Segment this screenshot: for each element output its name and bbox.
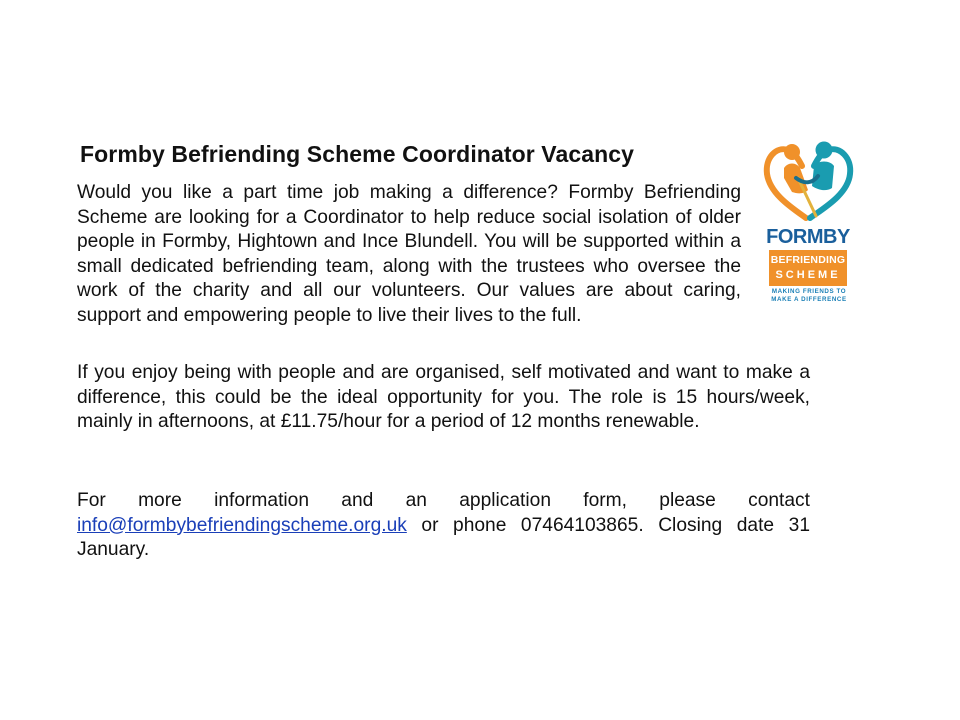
logo-befriending-text: BEFRIENDING [770, 254, 846, 266]
role-paragraph: If you enjoy being with people and are organised, self motivated and want to make a difference, this could be the ideal opportunity for you. The role is 15 hours/week, mainly in afternoons, at £11.75/hour for a period of 12 months renewable. [77, 362, 810, 432]
logo-scheme-text: SCHEME [775, 269, 841, 281]
email-link[interactable]: info@formbybefriendingscheme.org.uk [77, 514, 407, 536]
logo-formby-text: FORMBY [766, 226, 850, 248]
logo-scheme-box [769, 250, 847, 286]
contact-text-after: or phone 07464103865. Closing date 31 January. [77, 514, 810, 560]
intro-paragraph: Would you like a part time job making a difference? Formby Befriending Scheme are looking for a Coordinator to help reduce social isolation of older people in Formby, Hightown and Ince Blundell. You will be supported within a small dedicated befriending team, along with the trustees who oversee the work of the charity and all our volunteers. Our values are about caring, support and empowering people to live their lives to the full. [77, 182, 741, 326]
formby-befriending-logo [762, 138, 854, 308]
page-title: Formby Befriending Scheme Coordinator Vacancy [80, 141, 635, 167]
contact-text-before: For more information and an application form, please contact [77, 490, 810, 511]
contact-paragraph [77, 489, 810, 563]
logo-tagline-line1: MAKING FRIENDS TO [771, 288, 847, 295]
logo-tagline-line2: MAKE A DIFFERENCE [771, 296, 847, 303]
logo-tagline [764, 288, 854, 304]
two-people-heart-icon [762, 138, 854, 226]
